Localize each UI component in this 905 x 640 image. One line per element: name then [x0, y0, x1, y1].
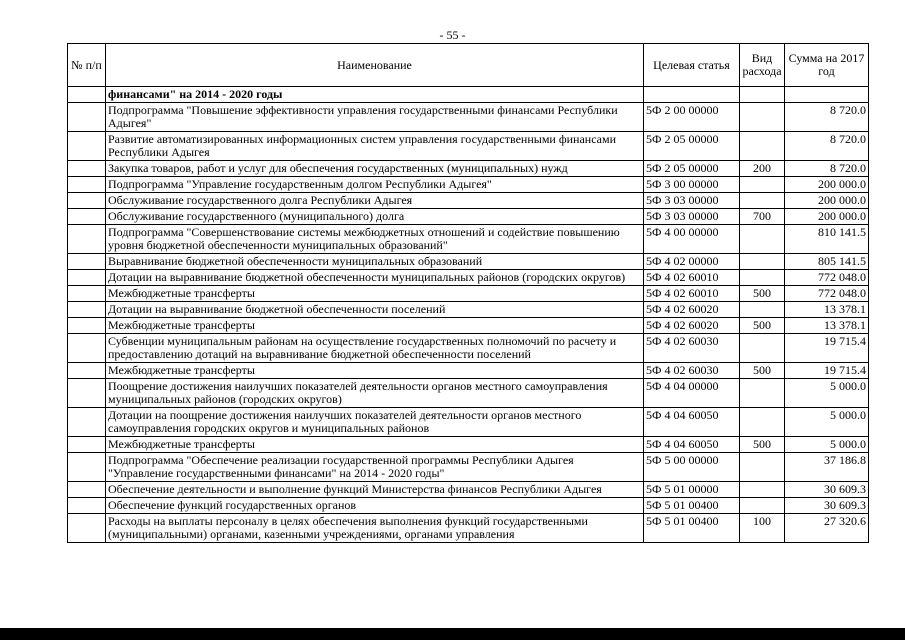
row-sum-cell: 30 609.3 [785, 498, 869, 514]
row-code-cell: 5Ф 4 04 60050 [644, 437, 740, 453]
row-code-cell: 5Ф 5 01 00400 [644, 498, 740, 514]
row-sum-cell: 8 720.0 [785, 161, 869, 177]
row-kind-cell [740, 498, 785, 514]
row-code-cell: 5Ф 2 05 00000 [644, 161, 740, 177]
row-num-cell [68, 363, 106, 379]
table-row [68, 318, 869, 334]
row-kind-cell: 700 [740, 209, 785, 225]
row-name-cell: Обеспечение деятельности и выполнение функций Министерства финансов Республики Адыгея [106, 482, 644, 498]
row-kind-cell: 200 [740, 161, 785, 177]
row-name-cell: Межбюджетные трансферты [106, 437, 644, 453]
row-kind-cell: 500 [740, 437, 785, 453]
row-sum-cell: 13 378.1 [785, 318, 869, 334]
row-kind-cell: 500 [740, 286, 785, 302]
row-sum-cell: 200 000.0 [785, 193, 869, 209]
table-row [68, 363, 869, 379]
row-name-cell: Подпрограмма "Повышение эффективности управления государственными финансами Республики Адыгея" [106, 103, 644, 132]
row-num-cell [68, 408, 106, 437]
row-code-cell: 5Ф 3 03 00000 [644, 209, 740, 225]
row-sum-cell: 19 715.4 [785, 363, 869, 379]
row-sum-cell: 8 720.0 [785, 103, 869, 132]
row-sum-cell: 27 320.6 [785, 514, 869, 543]
row-code-cell: 5Ф 4 02 00000 [644, 254, 740, 270]
row-name-cell: Подпрограмма "Обеспечение реализации государственной программы Республики Адыгея "Управление государственными финансами" на 2014 - 2020 годы" [106, 453, 644, 482]
row-kind-cell [740, 334, 785, 363]
row-name-cell: Расходы на выплаты персоналу в целях обеспечения выполнения функций государственными (муниципальными) органами, казенными учреждениями, органами управления [106, 514, 644, 543]
table-row [68, 514, 869, 543]
row-kind-cell: 100 [740, 514, 785, 543]
row-name-cell: Межбюджетные трансферты [106, 363, 644, 379]
header-name: Наименование [106, 44, 644, 87]
table-row [68, 225, 869, 254]
row-kind-cell [740, 87, 785, 103]
row-sum-cell: 810 141.5 [785, 225, 869, 254]
row-code-cell: 5Ф 4 02 60020 [644, 318, 740, 334]
row-kind-cell [740, 408, 785, 437]
row-num-cell [68, 132, 106, 161]
row-code-cell: 5Ф 4 02 60030 [644, 334, 740, 363]
table-row [68, 161, 869, 177]
row-sum-cell: 772 048.0 [785, 286, 869, 302]
budget-table [67, 43, 869, 543]
row-name-bold-text: финансами" на 2014 - 2020 годы [108, 87, 283, 101]
table-row [68, 270, 869, 286]
row-num-cell [68, 498, 106, 514]
row-name-cell: Обеспечение функций государственных органов [106, 498, 644, 514]
row-num-cell [68, 437, 106, 453]
table-row [68, 209, 869, 225]
table-row [68, 177, 869, 193]
row-num-cell [68, 379, 106, 408]
row-num-cell [68, 453, 106, 482]
row-name-cell: Дотации на поощрение достижения наилучших показателей деятельности органов местного самоуправления городских округов и муниципальных районов [106, 408, 644, 437]
row-sum-cell: 5 000.0 [785, 437, 869, 453]
row-kind-cell [740, 193, 785, 209]
row-name-cell: Развитие автоматизированных информационных систем управления государственными финансами Республики Адыгея [106, 132, 644, 161]
row-num-cell [68, 318, 106, 334]
row-sum-cell: 19 715.4 [785, 334, 869, 363]
row-name-cell: Обслуживание государственного (муниципального) долга [106, 209, 644, 225]
row-name-cell: Дотации на выравнивание бюджетной обеспеченности поселений [106, 302, 644, 318]
row-num-cell [68, 254, 106, 270]
row-num-cell [68, 103, 106, 132]
row-kind-cell [740, 177, 785, 193]
row-name-cell: Обслуживание государственного долга Республики Адыгея [106, 193, 644, 209]
row-sum-cell: 30 609.3 [785, 482, 869, 498]
row-code-cell [644, 87, 740, 103]
header-sum: Сумма на 2017 год [785, 44, 869, 87]
row-code-cell: 5Ф 4 04 60050 [644, 408, 740, 437]
row-kind-cell [740, 270, 785, 286]
row-sum-cell: 200 000.0 [785, 177, 869, 193]
table-row [68, 408, 869, 437]
table-row [68, 379, 869, 408]
row-kind-cell [740, 453, 785, 482]
row-sum-cell: 805 141.5 [785, 254, 869, 270]
header-code: Целевая статья [644, 44, 740, 87]
row-code-cell: 5Ф 2 00 00000 [644, 103, 740, 132]
scan-bottom-border [0, 628, 905, 640]
row-sum-cell: 200 000.0 [785, 209, 869, 225]
table-row [68, 334, 869, 363]
row-code-cell: 5Ф 4 04 00000 [644, 379, 740, 408]
row-name-cell: Межбюджетные трансферты [106, 318, 644, 334]
row-name-cell: Закупка товаров, работ и услуг для обеспечения государственных (муниципальных) нужд [106, 161, 644, 177]
table-row [68, 103, 869, 132]
row-code-cell: 5Ф 5 00 00000 [644, 453, 740, 482]
table-row [68, 132, 869, 161]
row-num-cell [68, 209, 106, 225]
header-kind: Вид расхода [740, 44, 785, 87]
table-row [68, 437, 869, 453]
row-kind-cell [740, 482, 785, 498]
row-sum-cell: 772 048.0 [785, 270, 869, 286]
table-row [68, 254, 869, 270]
table-row [68, 498, 869, 514]
row-code-cell: 5Ф 4 02 60010 [644, 286, 740, 302]
row-num-cell [68, 87, 106, 103]
row-num-cell [68, 177, 106, 193]
row-num-cell [68, 270, 106, 286]
row-name-cell: Выравнивание бюджетной обеспеченности муниципальных образований [106, 254, 644, 270]
row-sum-cell: 5 000.0 [785, 408, 869, 437]
row-num-cell [68, 193, 106, 209]
row-code-cell: 5Ф 2 05 00000 [644, 132, 740, 161]
row-num-cell [68, 514, 106, 543]
page-number: - 55 - [439, 28, 466, 42]
row-kind-cell [740, 379, 785, 408]
table-body [68, 87, 869, 543]
row-kind-cell: 500 [740, 318, 785, 334]
row-name-cell: Субвенции муниципальным районам на осуществление государственных полномочий по расчету и предоставлению дотаций на выравнивание бюджетной обеспеченности поселений [106, 334, 644, 363]
row-sum-cell: 5 000.0 [785, 379, 869, 408]
row-kind-cell [740, 225, 785, 254]
row-name-cell: Дотации на выравнивание бюджетной обеспеченности муниципальных районов (городских округов) [106, 270, 644, 286]
table-row [68, 87, 869, 103]
row-num-cell [68, 334, 106, 363]
row-name-cell [106, 87, 644, 103]
row-code-cell: 5Ф 5 01 00400 [644, 514, 740, 543]
row-name-cell: Подпрограмма "Управление государственным долгом Республики Адыгея" [106, 177, 644, 193]
row-kind-cell [740, 103, 785, 132]
table-header-row [68, 44, 869, 87]
row-name-cell: Поощрение достижения наилучших показателей деятельности органов местного самоуправления муниципальных районов (городских округов) [106, 379, 644, 408]
row-kind-cell: 500 [740, 363, 785, 379]
row-kind-cell [740, 132, 785, 161]
row-sum-cell [785, 87, 869, 103]
header-num: № п/п [68, 44, 106, 87]
row-code-cell: 5Ф 5 01 00000 [644, 482, 740, 498]
row-name-cell: Межбюджетные трансферты [106, 286, 644, 302]
table-row [68, 302, 869, 318]
row-code-cell: 5Ф 3 00 00000 [644, 177, 740, 193]
row-code-cell: 5Ф 4 02 60020 [644, 302, 740, 318]
row-name-cell: Подпрограмма "Совершенствование системы межбюджетных отношений и содействие повышению уровня бюджетной обеспеченности муниципальных образований" [106, 225, 644, 254]
row-sum-cell: 37 186.8 [785, 453, 869, 482]
row-num-cell [68, 302, 106, 318]
row-num-cell [68, 286, 106, 302]
row-code-cell: 5Ф 4 02 60010 [644, 270, 740, 286]
table-row [68, 286, 869, 302]
table-row [68, 453, 869, 482]
row-code-cell: 5Ф 4 00 00000 [644, 225, 740, 254]
table-row [68, 193, 869, 209]
row-sum-cell: 13 378.1 [785, 302, 869, 318]
table-row [68, 482, 869, 498]
row-sum-cell: 8 720.0 [785, 132, 869, 161]
row-kind-cell [740, 254, 785, 270]
row-num-cell [68, 482, 106, 498]
row-kind-cell [740, 302, 785, 318]
row-num-cell [68, 225, 106, 254]
row-code-cell: 5Ф 3 03 00000 [644, 193, 740, 209]
row-code-cell: 5Ф 4 02 60030 [644, 363, 740, 379]
row-num-cell [68, 161, 106, 177]
